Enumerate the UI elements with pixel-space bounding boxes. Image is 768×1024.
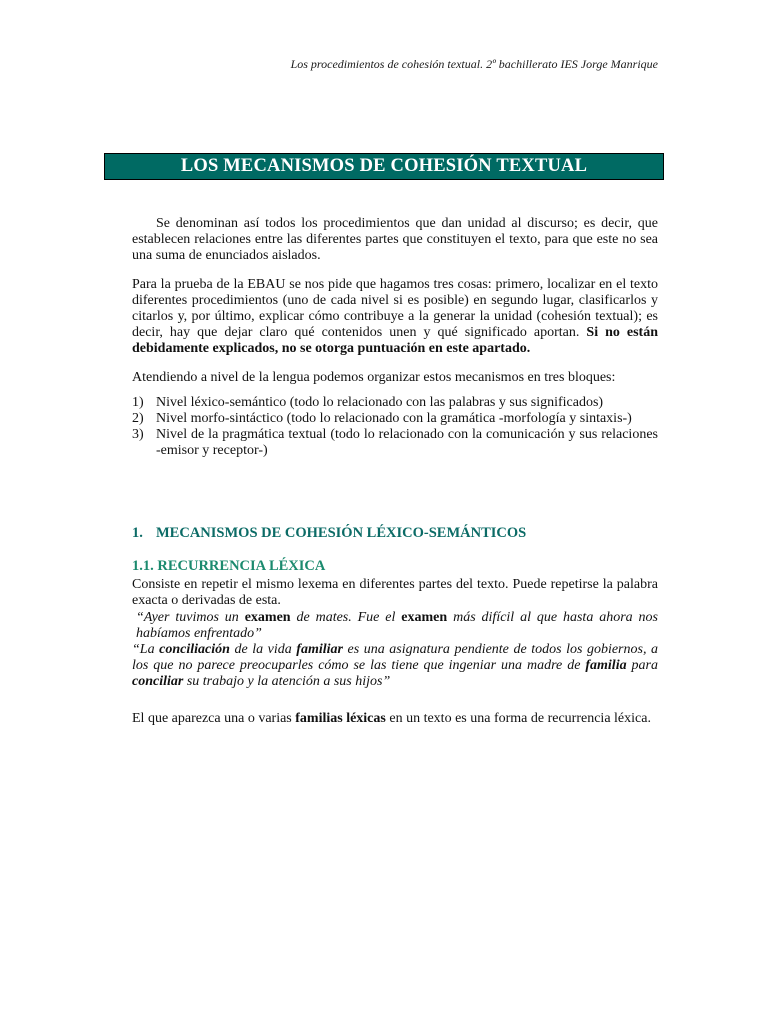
ebau-paragraph-warning: Si no están debidamente explicados, no se otorga puntuación en este apartado. bbox=[132, 325, 658, 356]
list-item bbox=[132, 395, 658, 411]
subsection-heading: 1.1. RECURRENCIA LÉXICA bbox=[132, 558, 326, 574]
quote-keyword: familiar bbox=[296, 642, 343, 657]
definition-paragraph: Consiste en repetir el mismo lexema en diferentes partes del texto. Puede repetirse la palabra exacta o derivadas de esta. bbox=[132, 577, 658, 608]
running-header: Los procedimientos de cohesión textual. 2º bachillerato IES Jorge Manrique bbox=[290, 57, 658, 71]
list-item-number: 1) bbox=[132, 395, 144, 410]
example-quote-2 bbox=[132, 642, 658, 690]
quote-text: su trabajo y la atención a sus hijos” bbox=[183, 674, 391, 689]
intro-paragraph: Se denominan así todos los procedimientos que dan unidad al discurso; es decir, que establecen relaciones entre las diferentes partes que constituyen el texto, para que este no sea una suma de enunciados aislados. bbox=[132, 216, 658, 263]
closing-keyword: familias léxicas bbox=[295, 711, 386, 726]
quote-text: es una asignatura pendiente de todos los gobiernos, a los que no parece preocuparles cómo se las tiene que ingeniar una madre de bbox=[132, 642, 658, 673]
quote-text: de la vida bbox=[229, 642, 297, 657]
quote-keyword: conciliar bbox=[132, 674, 184, 689]
list-item-number: 3) bbox=[132, 427, 144, 442]
quote-text: de mates. Fue el bbox=[290, 610, 402, 625]
list-item bbox=[132, 427, 658, 459]
quote-keyword: conciliación bbox=[159, 642, 230, 657]
ebau-paragraph bbox=[132, 277, 658, 357]
closing-text: El que aparezca una o varias bbox=[132, 711, 296, 726]
page-title: LOS MECANISMOS DE COHESIÓN TEXTUAL bbox=[180, 156, 588, 176]
list-item-text: Nivel morfo-sintáctico (todo lo relacionado con la gramática -morfología y sintaxis-) bbox=[156, 411, 632, 426]
quote-text: “La bbox=[132, 642, 160, 657]
quote-keyword: examen bbox=[401, 610, 448, 625]
section-heading bbox=[132, 525, 526, 542]
example-quote-1 bbox=[132, 610, 658, 642]
section-number: 1. bbox=[132, 525, 143, 541]
quote-text: para bbox=[626, 658, 658, 673]
section-title: MECANISMOS DE COHESIÓN LÉXICO-SEMÁNTICOS bbox=[156, 525, 527, 541]
quote-keyword: familia bbox=[585, 658, 627, 673]
ebau-paragraph-text: Para la prueba de la EBAU se nos pide que hagamos tres cosas: primero, localizar en el texto diferentes procedimientos (uno de cada nivel si es posible) en segundo lugar, clasificarlos y citarlos y, por último, explicar cómo contribuye a la generar la unidad (cohesión textual); es decir, hay que dejar claro qué contenidos unen y qué significado aportan. bbox=[132, 277, 658, 340]
list-item-text: Nivel léxico-semántico (todo lo relacionado con las palabras y sus significados) bbox=[156, 395, 604, 410]
quote-keyword: examen bbox=[244, 610, 291, 625]
example-quotes bbox=[132, 610, 658, 690]
levels-intro: Atendiendo a nivel de la lengua podemos organizar estos mecanismos en tres bloques: bbox=[132, 370, 616, 385]
closing-paragraph bbox=[132, 711, 658, 727]
title-banner bbox=[104, 153, 664, 180]
list-item bbox=[132, 411, 658, 427]
quote-text: más difícil al que hasta ahora nos habíamos enfrentado” bbox=[136, 610, 659, 641]
quote-text: “Ayer tuvimos un bbox=[136, 610, 245, 625]
closing-text: en un texto es una forma de recurrencia léxica. bbox=[385, 711, 651, 726]
list-item-text: Nivel de la pragmática textual (todo lo relacionado con la comunicación y sus relaciones -emisor y receptor-) bbox=[156, 427, 658, 458]
levels-list bbox=[132, 395, 658, 459]
list-item-number: 2) bbox=[132, 411, 144, 426]
